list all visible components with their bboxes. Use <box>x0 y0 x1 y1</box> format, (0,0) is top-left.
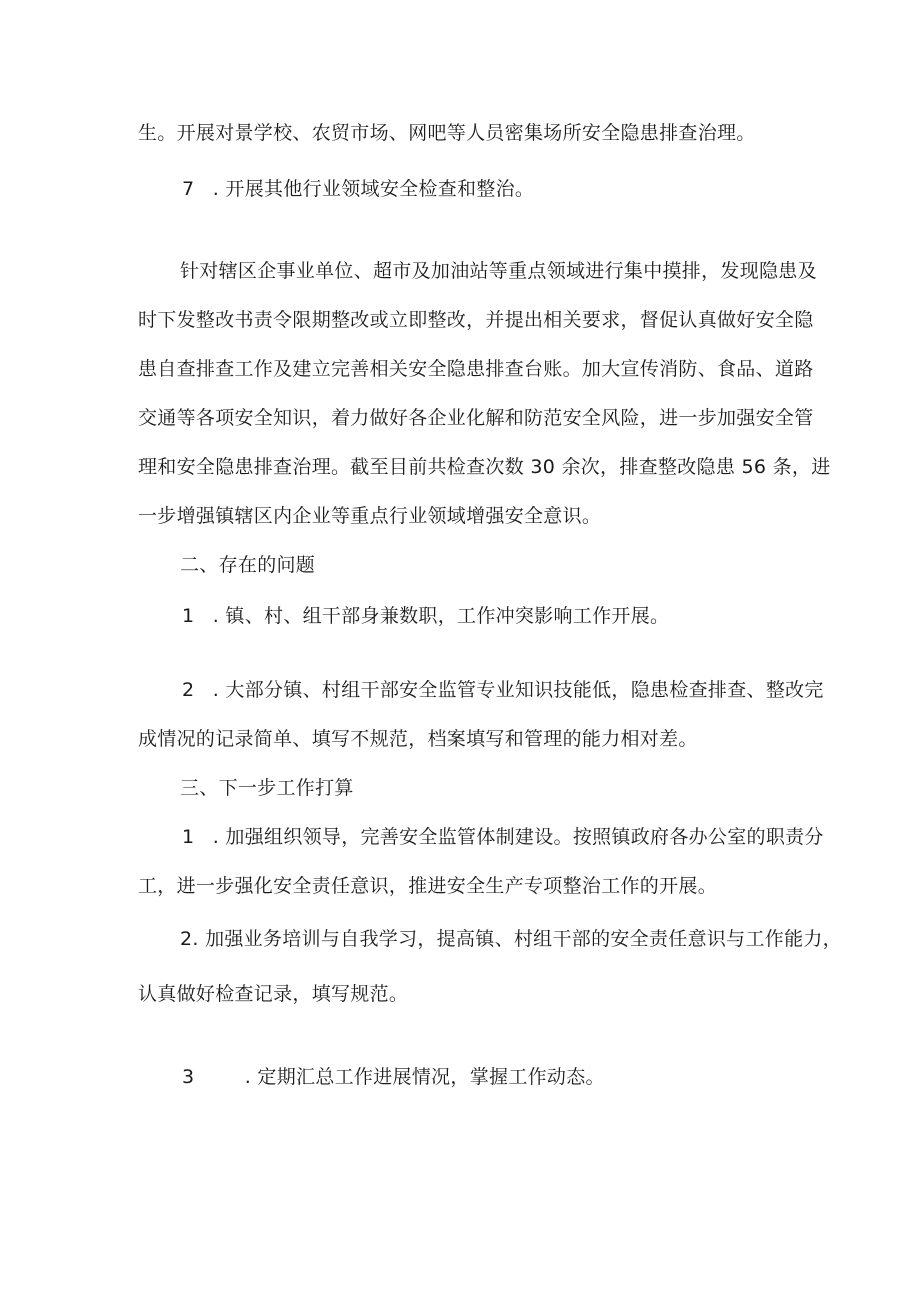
paragraph-main-line: 交通等各项安全知识，着力做好各企业化解和防范安全风险，进一步加强安全管 <box>138 407 814 429</box>
list-item-s2-2-text: . 大部分镇、村组干部安全监管专业知识技能低，隐患检查排查、整改完 <box>212 679 824 701</box>
list-item-s3-2: 2. 加强业务培训与自我学习，提高镇、村组干部的安全责任意识与工作能力， <box>180 928 842 950</box>
list-item-s2-1-text: . 镇、村、组干部身兼数职，工作冲突影响工作开展。 <box>212 605 670 627</box>
list-item-7-number: 7 <box>182 178 195 200</box>
list-item-7 <box>182 176 534 202</box>
list-item-s2-2 <box>182 677 824 703</box>
section-2-heading: 二、存在的问题 <box>180 554 316 576</box>
list-item-s3-3 <box>182 1064 605 1090</box>
list-item-7-text: . 开展其他行业领域安全检查和整治。 <box>212 178 535 200</box>
list-item-s2-1 <box>182 603 669 629</box>
list-item-s3-2-continuation: 认真做好检查记录，填写规范。 <box>138 983 409 1005</box>
list-item-s2-2-number: 2 <box>182 679 195 701</box>
section-3-heading: 三、下一步工作打算 <box>180 777 354 799</box>
list-item-s3-3-text: . 定期汇总工作进展情况，掌握工作动态。 <box>244 1066 605 1088</box>
list-item-s3-1-number: 1 <box>182 826 195 848</box>
list-item-s3-1-text: . 加强组织领导，完善安全监管体制建设。按照镇政府各办公室的职责分 <box>212 826 824 848</box>
paragraph-main-line: 针对辖区企事业单位、超市及加油站等重点领域进行集中摸排，发现隐患及 <box>180 260 817 282</box>
paragraph-intro-tail: 生。开展对景学校、农贸市场、网吧等人员密集场所安全隐患排查治理。 <box>138 122 756 144</box>
paragraph-main-line: 时下发整改书责令限期整改或立即整改，并提出相关要求，督促认真做好安全隐 <box>138 309 814 331</box>
paragraph-main-line: 一步增强镇辖区内企业等重点行业领域增强安全意识。 <box>138 505 602 527</box>
paragraph-main-line: 患自查排查工作及建立完善相关安全隐患排查台账。加大宣传消防、食品、道路 <box>138 358 814 380</box>
list-item-s3-1 <box>182 824 824 850</box>
list-item-s3-1-continuation: 工，进一步强化安全责任意识，推进安全生产专项整治工作的开展。 <box>138 875 718 897</box>
list-item-s3-3-number: 3 <box>182 1066 195 1088</box>
paragraph-main-line: 理和安全隐患排查治理。截至目前共检查次数 30 余次，排查整改隐患 56 条，进 <box>138 456 831 478</box>
list-item-s2-1-number: 1 <box>182 605 195 627</box>
list-item-s2-2-continuation: 成情况的记录简单、填写不规范，档案填写和管理的能力相对差。 <box>138 728 698 750</box>
